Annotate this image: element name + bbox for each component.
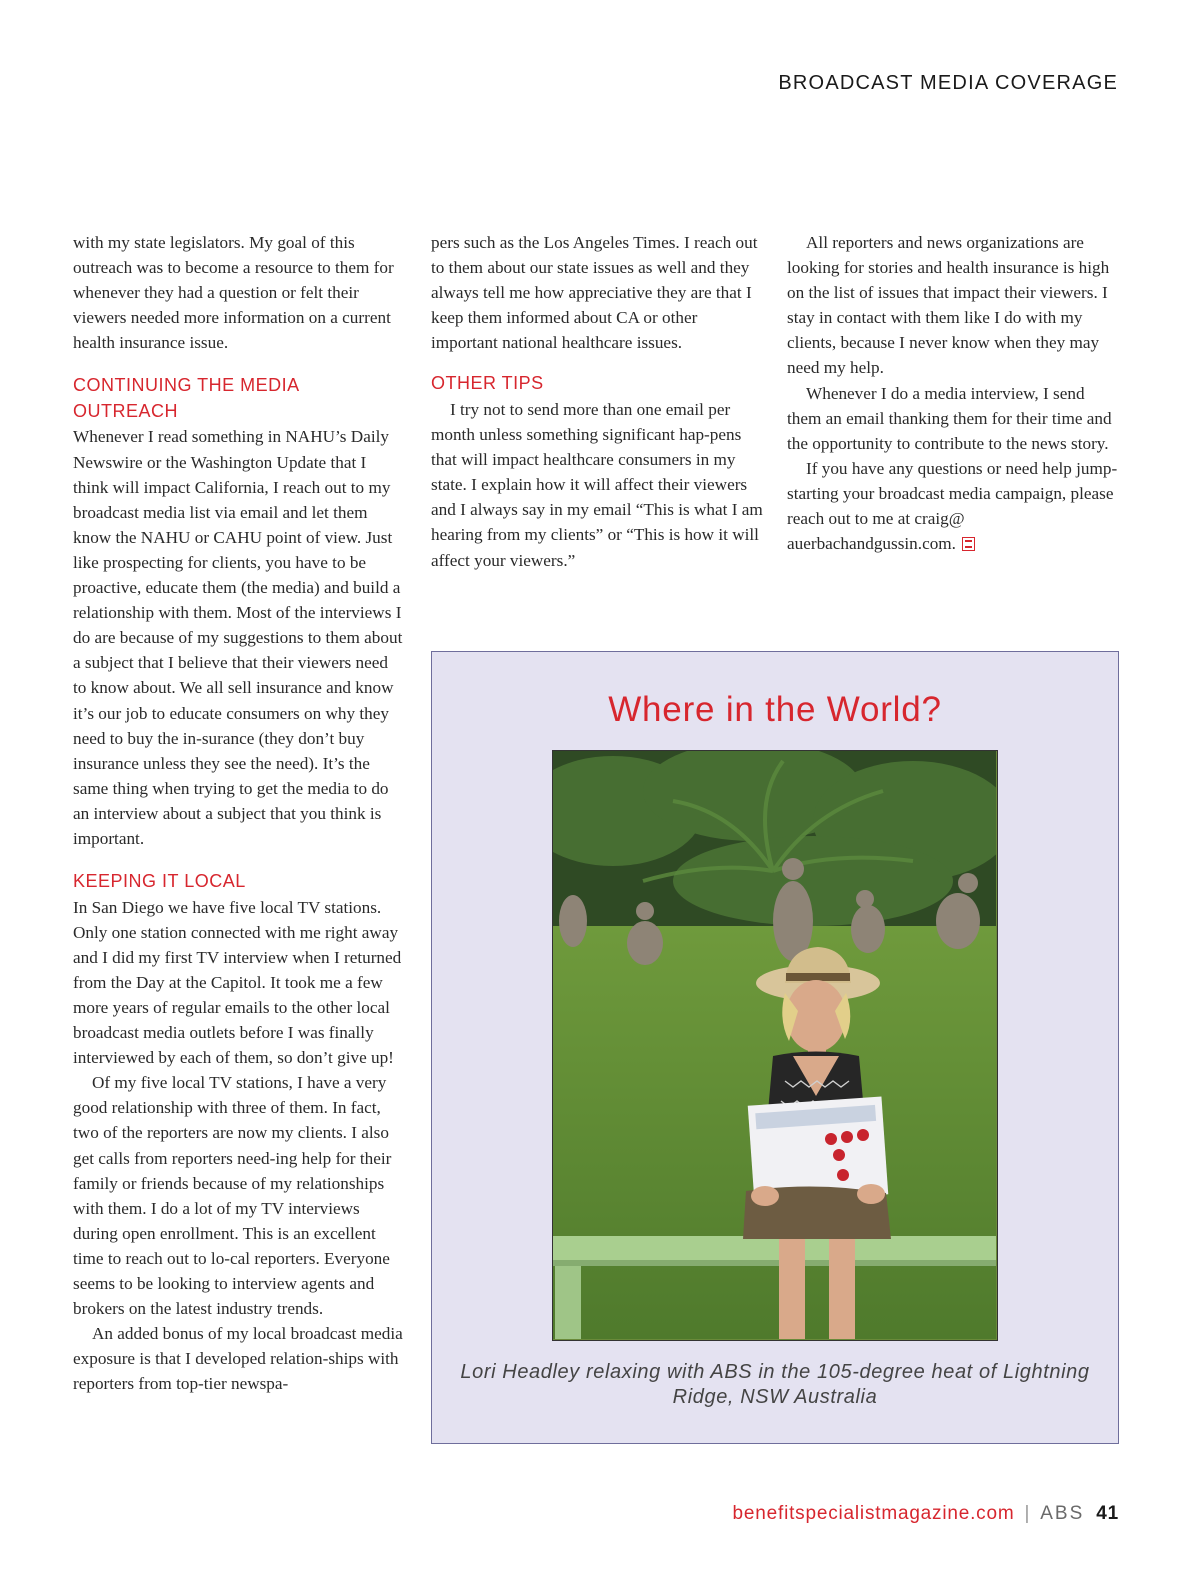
article-column-2 xyxy=(431,230,765,573)
footer-separator: | xyxy=(1024,1503,1031,1524)
paragraph: Whenever I read something in NAHU’s Daily Newswire or the Washington Update that I think will impact California, I reach out to my broadcast media list via email and let them know the NAHU or CAHU point of view. Just like prospecting for clients, you have to be proactive, educate them (the media) and build a relationship with them. Most of the interviews I do are because of my suggestions to them about a subject that I believe that their viewers need to know about. We all sell insurance and know it’s our job to educate consumers on why they need to buy the in-surance (they don’t buy insurance unless they see the need). It’s the same thing when trying to get the media to do an interview about a subject that you think is important. xyxy=(73,427,403,848)
abs-end-mark-icon xyxy=(962,537,975,551)
running-head: BROADCAST MEDIA COVERAGE xyxy=(778,72,1118,94)
paragraph: All reporters and news organizations are looking for stories and health insurance is high on the list of issues that impact their viewers. I stay in contact with them like I do with my clients, because I never know when they may need my help. xyxy=(787,233,1110,378)
paragraph: Whenever I do a media interview, I send them an email thanking them for their time and the opportunity to contribute to the news story. xyxy=(787,383,1112,453)
footer-magazine: ABS xyxy=(1040,1503,1085,1524)
paragraph: I try not to send more than one email per month unless something significant hap-pens that will impact healthcare consumers in my state. I explain how it will affect their viewers and I always say in my email “This is what I am hearing from my clients” or “This is how it will affect your viewers.” xyxy=(431,399,763,570)
page-number: 41 xyxy=(1096,1503,1119,1524)
paragraph: with my state legislators. My goal of this outreach was to become a resource to them for whenever they had a question or felt their viewers needed more information on a current health insurance issue. xyxy=(73,233,394,353)
paragraph-closing xyxy=(787,456,1119,556)
kangaroo-photo xyxy=(552,750,998,1341)
paragraph: In San Diego we have five local TV stations. Only one station connected with me right away and I did my first TV interview when I returned from the Day at the Capitol. It took me a few more years of regular emails to the other local broadcast media outlets before I was finally interviewed by each of them, so don’t give up! xyxy=(73,897,402,1068)
closing-text: If you have any questions or need help jump-starting your broadcast media campaign, please reach out to me at craig@ auerbachandgussin.com. xyxy=(787,458,1118,554)
photo-caption: Lori Headley relaxing with ABS in the 105-degree heat of Lightning Ridge, NSW Australia xyxy=(460,1361,1090,1408)
page-footer xyxy=(733,1503,1119,1525)
footer-website: benefitspecialistmagazine.com xyxy=(732,1503,1015,1524)
article-column-3 xyxy=(787,230,1119,556)
paragraph: pers such as the Los Angeles Times. I reach out to them about our state issues as well and they always tell me how appreciative they are that I keep them informed about CA or other important national healthcare issues. xyxy=(431,233,758,353)
paragraph: An added bonus of my local broadcast media exposure is that I developed relation-ships with reporters from top-tier newspa- xyxy=(73,1324,403,1394)
article-column-1 xyxy=(73,230,405,1396)
where-in-the-world-sidebar xyxy=(431,651,1119,1444)
subhead-continuing-media-outreach: CONTINUING THE MEDIA OUTREACH xyxy=(73,375,299,421)
subhead-keeping-it-local: KEEPING IT LOCAL xyxy=(73,871,246,892)
paragraph: Of my five local TV stations, I have a very good relationship with three of them. In fact, two of the reporters are now my clients. I also get calls from reporters need-ing help for their family or friends because of my relationships with them. I do a lot of my TV interviews during open enrollment. This is an excellent time to reach out to lo-cal reporters. Everyone seems to be looking to interview agents and brokers on the latest industry trends. xyxy=(73,1073,392,1319)
photo-illustration xyxy=(553,751,996,1339)
subhead-other-tips: OTHER TIPS xyxy=(431,373,544,394)
sidebar-title: Where in the World? xyxy=(608,690,942,729)
